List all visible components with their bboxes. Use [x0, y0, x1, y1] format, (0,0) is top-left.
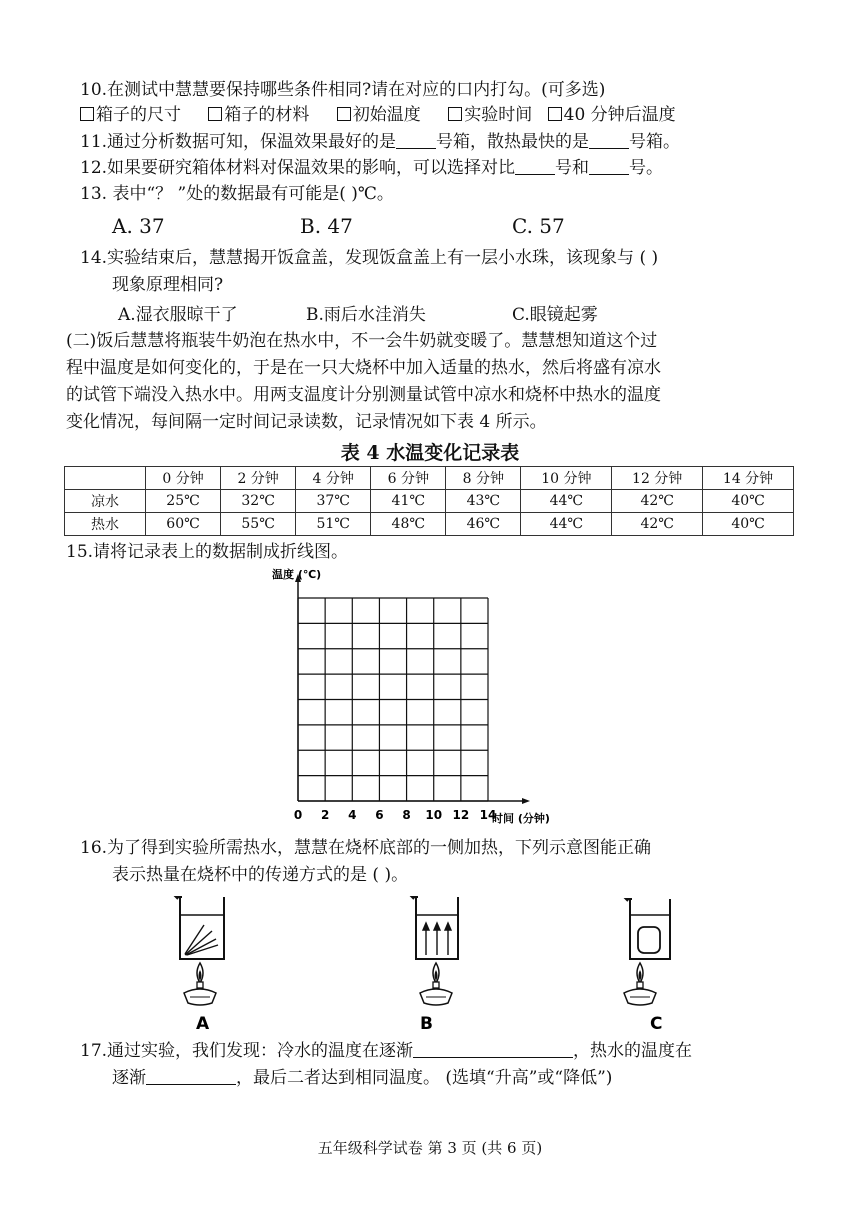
conduction-lines-icon — [185, 925, 218, 955]
table-header-row — [65, 467, 794, 490]
table-cell: 42℃ — [612, 490, 703, 513]
table-row-hot-water — [65, 513, 794, 536]
page-footer: 五年级科学试卷 第 3 页 (共 6 页) — [317, 1139, 543, 1157]
checkbox[interactable] — [337, 107, 351, 121]
table-cell: 37℃ — [296, 490, 371, 513]
table-cell: 51℃ — [296, 513, 371, 536]
table-cell: 41℃ — [371, 490, 446, 513]
q17-line-1: 17.通过实验，我们发现：冷水的温度在逐渐 ，热水的温度在 — [80, 1041, 693, 1061]
x-tick-label: 14 — [479, 808, 497, 822]
alcohol-lamp-icon — [624, 963, 656, 1005]
checkbox[interactable] — [208, 107, 222, 121]
x-tick-label: 8 — [402, 808, 411, 822]
q17-blank-1[interactable] — [413, 1057, 573, 1058]
blank-line-graph[interactable] — [260, 566, 560, 836]
table-header-cell: 8 分钟 — [446, 467, 521, 490]
table-cell: 42℃ — [612, 513, 703, 536]
table-cell: 热水 — [65, 513, 146, 536]
q16-stem-2: 表示热量在烧杯中的传递方式的是 ( )。 — [112, 865, 409, 885]
q13-option-b[interactable]: B. 47 — [300, 214, 353, 238]
q10-option-2[interactable]: 箱子的材料 — [208, 105, 309, 125]
table-cell: 40℃ — [703, 490, 794, 513]
table-cell: 46℃ — [446, 513, 521, 536]
q10-option-5[interactable]: 40 分钟后温度 — [548, 105, 676, 125]
table-header-cell: 12 分钟 — [612, 467, 703, 490]
beaker-outline — [176, 897, 224, 959]
table-header-cell — [65, 467, 146, 490]
table-cell: 55℃ — [221, 513, 296, 536]
q15-stem: 15.请将记录表上的数据制成折线图。 — [66, 542, 349, 562]
table-header-cell: 10 分钟 — [521, 467, 612, 490]
q11-blank-2[interactable] — [589, 148, 629, 149]
x-tick-label: 4 — [348, 808, 357, 822]
x-tick-label: 6 — [375, 808, 384, 822]
checkbox[interactable] — [548, 107, 562, 121]
beaker-diagram-b[interactable] — [398, 893, 468, 1033]
table-caption: 表 4 水温变化记录表 — [340, 442, 520, 464]
x-tick-label: 0 — [293, 808, 303, 822]
beaker-diagram-a[interactable] — [168, 893, 238, 1033]
graph-grid[interactable] — [298, 598, 488, 801]
table-cell: 40℃ — [703, 513, 794, 536]
checkbox[interactable] — [80, 107, 94, 121]
x-tick-label: 10 — [425, 808, 443, 822]
x-tick-label: 12 — [452, 808, 470, 822]
section2-line-1: (二)饭后慧慧将瓶装牛奶泡在热水中，不一会牛奶就变暖了。慧慧想知道这个过 — [66, 331, 658, 351]
diagram-label-a: A — [196, 1014, 210, 1033]
q10-option-3[interactable]: 初始温度 — [337, 105, 421, 125]
q16-stem: 16.为了得到实验所需热水，慧慧在烧杯底部的一侧加热，下列示意图能正确 — [80, 838, 652, 858]
alcohol-lamp-icon — [420, 963, 452, 1005]
table-cell: 60℃ — [146, 513, 221, 536]
table-header-cell: 4 分钟 — [296, 467, 371, 490]
circulation-loop-icon — [638, 927, 660, 953]
x-tick-labels — [294, 808, 497, 822]
q17-line-2: 逐渐 ，最后二者达到相同温度。 (选填“升高”或“降低”) — [112, 1068, 613, 1088]
diagram-label-c: C — [650, 1014, 663, 1033]
q12-blank-1[interactable] — [515, 174, 555, 175]
q14-option-b[interactable]: B.雨后水洼消失 — [306, 305, 426, 325]
q14-option-a[interactable]: A.湿衣服晾干了 — [118, 305, 238, 325]
diagram-label-b: B — [420, 1014, 433, 1033]
table-cell: 25℃ — [146, 490, 221, 513]
q13-option-c[interactable]: C. 57 — [512, 214, 565, 238]
q10-options — [80, 104, 676, 126]
x-axis-arrow — [522, 798, 530, 804]
convection-arrows-icon — [423, 923, 451, 955]
q17-blank-2[interactable] — [146, 1084, 236, 1085]
table-header-cell: 14 分钟 — [703, 467, 794, 490]
y-axis-label: 温度 (℃) — [272, 568, 322, 581]
q13-stem: 13. 表中“？ ”处的数据最有可能是( )℃。 — [80, 184, 394, 204]
table-header-cell: 0 分钟 — [146, 467, 221, 490]
table-cell: 48℃ — [371, 513, 446, 536]
q10-option-1[interactable]: 箱子的尺寸 — [80, 105, 181, 125]
table-cell: 凉水 — [65, 490, 146, 513]
q10-option-4[interactable]: 实验时间 — [448, 105, 532, 125]
q13-option-a[interactable]: A. 37 — [112, 214, 165, 238]
q14-stem-2: 现象原理相同? — [112, 275, 224, 295]
beaker-diagram-c[interactable] — [616, 893, 686, 1033]
q11: 11.通过分析数据可知，保温效果最好的是 号箱，散热最快的是 号箱。 — [80, 132, 681, 152]
x-axis-label: 时间 (分钟) — [492, 812, 550, 825]
q12: 12.如果要研究箱体材料对保温效果的影响，可以选择对比 号和 号。 — [80, 158, 664, 178]
table-row-cold-water — [65, 490, 794, 513]
q12-blank-2[interactable] — [589, 174, 629, 175]
q11-blank-1[interactable] — [396, 148, 436, 149]
section2-line-4: 变化情况，每间隔一定时间记录读数，记录情况如下表 4 所示。 — [66, 412, 547, 432]
table-cell: 43℃ — [446, 490, 521, 513]
q14-option-c[interactable]: C.眼镜起雾 — [512, 305, 598, 325]
alcohol-lamp-icon — [184, 963, 216, 1005]
beaker-outline — [626, 899, 670, 959]
table-cell: 44℃ — [521, 513, 612, 536]
checkbox[interactable] — [448, 107, 462, 121]
section2-line-3: 的试管下端没入热水中。用两支温度计分别测量试管中凉水和烧杯中热水的温度 — [66, 385, 661, 405]
table-cell: 44℃ — [521, 490, 612, 513]
q10-stem: 10.在测试中慧慧要保持哪些条件相同?请在对应的口内打勾。(可多选) — [80, 80, 606, 100]
x-tick-label: 2 — [320, 808, 330, 822]
table-header-cell: 2 分钟 — [221, 467, 296, 490]
q14-stem: 14.实验结束后，慧慧揭开饭盒盖，发现饭盒盖上有一层小水珠，该现象与 ( ) — [80, 248, 659, 268]
section2-line-2: 程中温度是如何变化的，于是在一只大烧杯中加入适量的热水，然后将盛有凉水 — [66, 358, 661, 378]
table-header-cell: 6 分钟 — [371, 467, 446, 490]
table-cell: 32℃ — [221, 490, 296, 513]
water-temperature-table — [64, 466, 794, 536]
